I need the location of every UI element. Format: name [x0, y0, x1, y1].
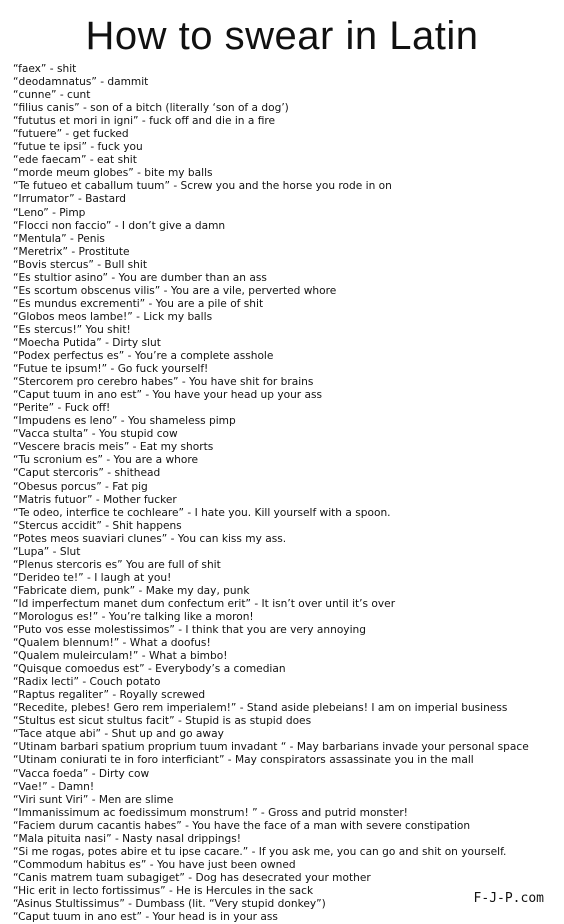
list-item: “Moecha Putida” - Dirty slut — [13, 336, 161, 349]
list-item: “Es stultior asino” - You are dumber than an ass — [13, 271, 267, 284]
list-item: “Caput tuum in ano est” - Your head is in your ass — [13, 911, 278, 924]
list-item: “morde meum globes” - bite my balls — [13, 167, 213, 180]
list-item: “Stercorem pro cerebro habes” - You have shit for brains — [13, 376, 314, 389]
list-item: “Bovis stercus” - Bull shit — [13, 258, 147, 271]
list-item: “Lupa” - Slut — [13, 545, 81, 558]
list-item: “Flocci non faccio” - I don’t give a damn — [13, 219, 226, 232]
list-item: “futue te ipsi” - fuck you — [13, 141, 143, 154]
list-item: “Podex perfectus es” - You’re a complete asshole — [13, 350, 274, 363]
list-item: “deodamnatus” - dammit — [13, 76, 149, 89]
list-item: “Globos meos lambe!” - Lick my balls — [13, 310, 213, 323]
list-item: “Quisque comoedus est” - Everybody’s a comedian — [13, 663, 286, 676]
list-item: “Mala pituita nasi” - Nasty nasal drippings! — [13, 832, 242, 845]
list-item: “Si me rogas, potes abire et tu ipse cacare.” - If you ask me, you can go and shit on yourself. — [13, 845, 507, 858]
list-item: “Morologus es!” - You’re talking like a moron! — [13, 610, 254, 623]
list-item: “Perite” - Fuck off! — [13, 402, 111, 415]
list-item: “Vacca stulta” - You stupid cow — [13, 428, 178, 441]
list-item: “Futue te ipsum!” - Go fuck yourself! — [13, 363, 209, 376]
list-item: “Matris futuor” - Mother fucker — [13, 493, 177, 506]
list-item: “faex” - shit — [13, 63, 77, 75]
list-item: “Te futueo et caballum tuum” - Screw you and the horse you rode in on — [13, 180, 392, 193]
list-item: “Canis matrem tuam subagiget” - Dog has desecrated your mother — [13, 871, 371, 884]
list-item: “Caput tuum in ano est” - You have your head up your ass — [13, 389, 323, 402]
list-item: “Derideo te!” - I laugh at you! — [13, 571, 172, 584]
list-item: “Raptus regaliter” - Royally screwed — [13, 689, 206, 702]
list-item: “Es stercus!” You shit! — [13, 323, 131, 336]
page-title: How to swear in Latin — [85, 14, 479, 58]
list-item: “Qualem muleirculam!” - What a bimbo! — [13, 650, 228, 663]
list-item: “Fabricate diem, punk” - Make my day, punk — [13, 584, 250, 597]
list-item: “Plenus stercoris es” You are full of shit — [13, 558, 221, 571]
list-item: “futuere” - get fucked — [13, 128, 129, 141]
list-item: “Potes meos suaviari clunes” - You can kiss my ass. — [13, 532, 287, 545]
list-item: “Utinam coniurati te in foro interficiant” - May conspirators assassinate you in the mall — [13, 754, 474, 767]
list-item: “Irrumator” - Bastard — [13, 193, 126, 206]
list-item: “Leno” - Pimp — [13, 206, 86, 219]
list-item: “ede faecam” - eat shit — [13, 154, 137, 167]
list-item: “Caput stercoris” - shithead — [13, 467, 161, 480]
list-item: “fututus et mori in igni” - fuck off and die in a fire — [13, 115, 276, 128]
list-item: “Tu scronium es” - You are a whore — [13, 454, 199, 467]
list-item: “Obesus porcus” - Fat pig — [13, 480, 148, 493]
list-item: “Tace atque abi” - Shut up and go away — [13, 728, 224, 741]
list-item: “Viri sunt Viri” - Men are slime — [13, 793, 174, 806]
list-item: “Hic erit in lecto fortissimus” - He is Hercules in the sack — [13, 884, 314, 897]
list-item: “Stultus est sicut stultus facit” - Stupid is as stupid does — [13, 715, 312, 728]
list-item: “Mentula” - Penis — [13, 232, 105, 245]
list-item: “Radix lecti” - Couch potato — [13, 676, 161, 689]
list-item: “Immanissimum ac foedissimum monstrum! ” - Gross and putrid monster! — [13, 806, 408, 819]
list-item: “Faciem durum cacantis habes” - You have the face of a man with severe constipation — [13, 819, 471, 832]
list-item: “Stercus accidit” - Shit happens — [13, 519, 182, 532]
list-item: “cunne” - cunt — [13, 89, 91, 102]
list-item: “Recedite, plebes! Gero rem imperialem!” - Stand aside plebeians! I am on imperial business — [13, 702, 508, 715]
list-item: “Te odeo, interfice te cochleare” - I hate you. Kill yourself with a spoon. — [13, 506, 391, 519]
list-item: “Commodum habitus es” - You have just been owned — [13, 858, 296, 871]
list-item: “Id imperfectum manet dum confectum erit” - It isn’t over until it’s over — [13, 597, 396, 610]
list-item: “Puto vos esse molestissimos” - I think that you are very annoying — [13, 624, 366, 637]
list-item: “filius canis” - son of a bitch (literally ‘son of a dog’) — [13, 102, 289, 115]
list-item: “Qualem blennum!” - What a doofus! — [13, 637, 211, 650]
list-item: “Meretrix” - Prostitute — [13, 245, 130, 258]
watermark: F-J-P.com — [468, 891, 544, 906]
list-item: “Es scortum obscenus vilis” - You are a vile, perverted whore — [13, 284, 337, 297]
phrase-list — [13, 63, 560, 924]
list-item: “Asinus Stultissimus” - Dumbass (lit. “Very stupid donkey”) — [13, 898, 326, 910]
list-item: “Vacca foeda” - Dirty cow — [13, 767, 150, 780]
list-item: “Utinam barbari spatium proprium tuum invadant “ - May barbarians invade your personal space — [13, 741, 529, 754]
list-item: “Vescere bracis meis” - Eat my shorts — [13, 441, 214, 454]
list-item: “Es mundus excrementi” - You are a pile of shit — [13, 297, 264, 310]
list-item: “Impudens es leno” - You shameless pimp — [13, 415, 236, 428]
list-item: “Vae!” - Damn! — [13, 780, 95, 793]
